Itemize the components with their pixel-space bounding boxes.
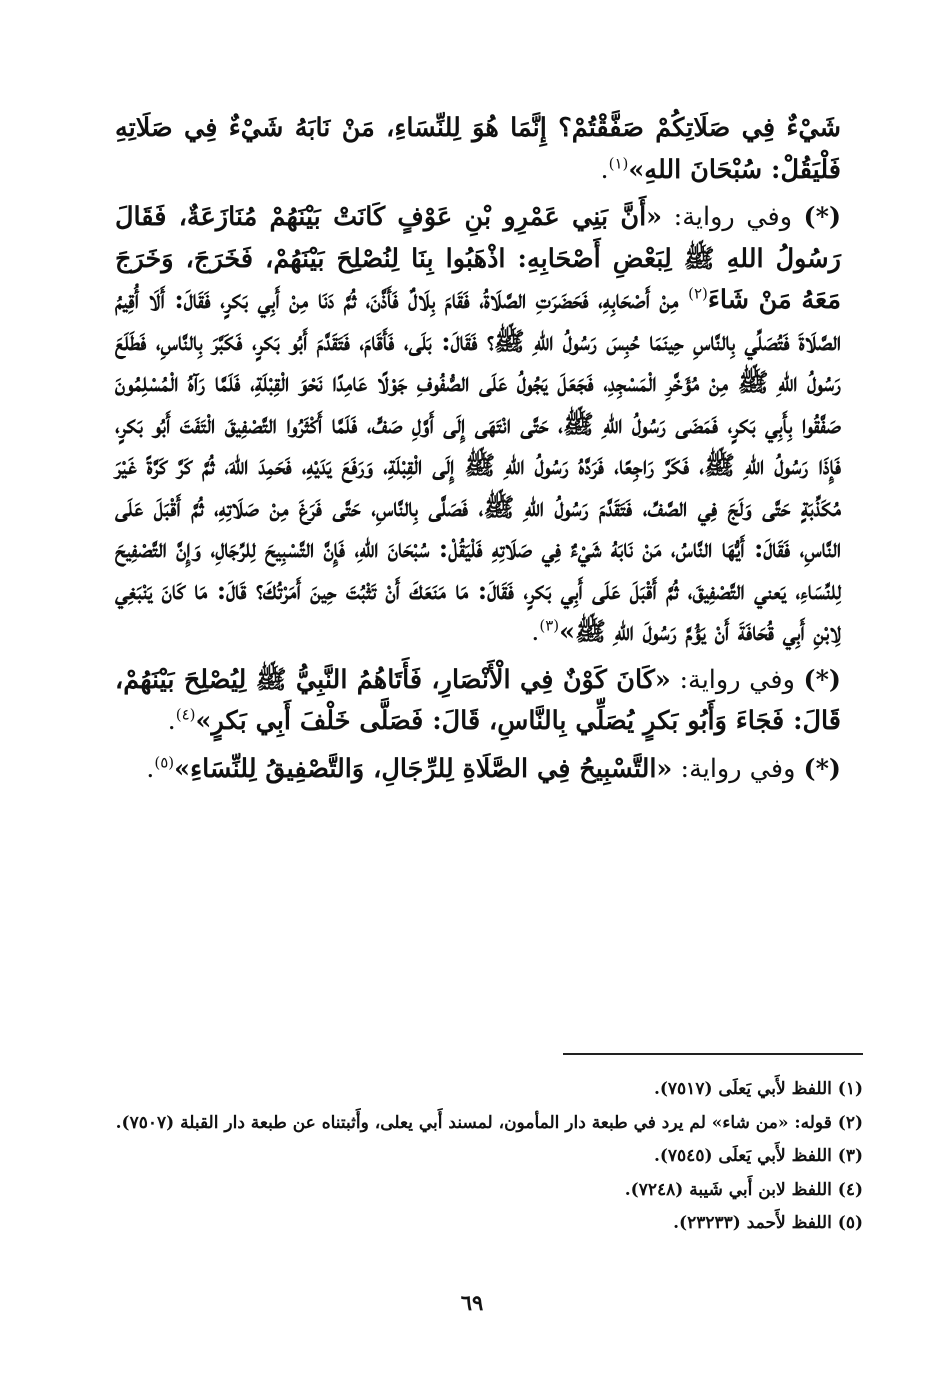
page-number: ٦٩ [460,1290,484,1315]
footnote-ref-1[interactable]: (١) [608,154,629,172]
footnote-3: (٣) اللفظ لأَبي يَعلَى (٧٥٤٥). [653,1146,863,1166]
hadith-text: «التَّسْبِيحُ فِي الصَّلَاةِ لِلرِّجَالِ، وَالتَّصْفِيقُ لِلنِّسَاءِ» [174,753,673,784]
hadith-text-continued: مِنْ أَصْحَابِهِ، فَحَضَرَتِ الصَّلَاةُ، فَقَامَ بِلَالٌ فَأَذَّنَ، ثُمَّ دَنَا مِنْ أَبِي بَكرٍ، فَقَالَ: أَلَا أُقِيمُ الصَّلَاةَ فَتُصَلِّي بِالنَّاسِ حِينَمَا حُبِسَ رَسُولُ اللهِ ﷺ؟ فَقَالَ: بَلَى، فَأَقَامَ، فَتَقَدَّمَ أَبُو بَكرٍ، فَكَبَّرَ بِالنَّاسِ، فَطَلَعَ رَسُولُ اللهِ ﷺ مِنْ مُؤَخَّرِ الْمَسْجِدِ، فَجَعَلَ يَجُولُ عَلَى الصُّفُوفِ جَوْلًا عَامِدًا نَحْوَ الْقِبْلَةِ، فَلَمَّا رَآهُ الْمُسْلِمُونَ صَفَّقُوا بِأَبِي بَكرٍ، فَمَضَى رَسُولُ اللهِ ﷺ، حَتَّى انْتَهَى إِلَى أَوَّلِ صَفٍّ، فَلَمَّا أَكْثَرُوا التَّصْفِيقَ الْتَفَتَ أَبُو بَكرٍ، فَإِذَا رَسُولُ اللهِ ﷺ، فَكَرَّ رَاجِعًا، فَرَدَّهُ رَسُولُ اللهِ ﷺ إِلَى الْقِبْلَةِ، وَرَفَعَ يَدَيْهِ، فَحَمِدَ اللهَ، ثُمَّ كَرَّ كَرَّةً غَيْرَ مُكَذِّبَةٍ حَتَّى وَلَجَ فِي الصَّفِّ، فَتَقَدَّمَ رَسُولُ اللهِ ﷺ، فَصَلَّى بِالنَّاسِ، حَتَّى فَرَغَ مِنْ صَلَاتِهِ، ثُمَّ أَقْبَلَ عَلَى النَّاسِ، فَقَالَ: أَيُّهَا النَّاسُ، مَنْ نَابَهُ شَيْءٌ فِي صَلَاتِهِ فَلْيَقُلْ: سُبْحَانَ اللهِ، فَإِنَّ التَّسْبِيحَ لِلرِّجَالِ، وَإِنَّ التَّصْفِيحَ لِلنِّسَاءِ، يَعني التَّصْفِيقَ، ثُمَّ أَقْبَلَ عَلَى أَبِي بَكرٍ، فَقَالَ: مَا مَنَعَكَ أَنْ تَثْبُتَ حِينَ أَمَرْتُكَ؟ قَالَ: مَا كَانَ يَنْبَغِي لِابْنِ أَبِي قُحَافَةَ أَنْ يَؤُمَّ رَسُولَ اللهِ ﷺ» [115,285,841,647]
footnote-ref-3[interactable]: (٣) [539,616,560,635]
footnote-ref-5[interactable]: (٥) [154,753,175,771]
footnote-4: (٤) اللفظ لابن أَبي شَيبة (٧٢٤٨). [624,1179,863,1200]
narration-intro: وفي رواية: [670,664,804,695]
paragraph-2 [115,197,841,654]
hadith-text: «أَنَّ بَنِي عَمْرِو بْنِ عَوْفٍ كَانَتْ بَيْنَهُمْ مُنَازَعَةٌ، فَقَالَ رَسُولُ اللهِ ﷺ لِبَعْضِ أَصْحَابِهِ: اذْهَبُوا بِنَا لِنُصْلِحَ بَيْنَهُمْ، فَخَرَجَ، وَخَرَجَ مَعَهُ مَنْ شَاءَ [115,202,841,315]
period: . [600,154,609,185]
narration-intro: وفي رواية: [672,753,804,784]
hadith-text: شَيْءٌ فِي صَلَاتِكُمْ صَفَّقْتُمْ؟ إِنَّمَا هُوَ لِلنِّسَاءِ، مَنْ نَابَهُ شَيْءٌ فِي صَلَاتِهِ فَلْيَقُلْ: سُبْحَانَ اللهِ» [115,113,841,185]
footnotes [115,1073,863,1241]
footnote-5: (٥) اللفظ لأَحمد (٢٣٢٣٣). [673,1213,863,1233]
paragraph-1 [115,108,841,191]
asterisk-marker: (*) [803,753,841,784]
period: . [146,753,155,784]
footnote-1: (١) اللفظ لأَبي يَعلَى (٧٥١٧). [653,1079,863,1099]
paragraph-4 [115,749,841,791]
footnote-divider [563,1053,863,1055]
asterisk-marker: (*) [803,664,841,695]
footnote-ref-2[interactable]: (٢) [688,284,708,303]
footnote-ref-4[interactable]: (٤) [175,705,196,724]
asterisk-marker: (*) [803,202,842,232]
hadith-text: «كَانَ كَوْنٌ فِي الْأَنْصَارِ، فَأَتَاهُمُ النَّبِيُّ ﷺ لِيُصْلِحَ بَيْنَهُمْ، قَالَ: فَجَاءَ وَأَبُو بَكرٍ يُصَلِّي بِالنَّاسِ، قَالَ: فَصَلَّى خَلْفَ أَبِي بَكرٍ» [115,664,841,736]
period: . [167,706,176,736]
main-text [115,108,841,796]
paragraph-3 [115,660,841,743]
period: . [531,617,540,647]
narration-intro: وفي رواية: [662,202,804,232]
footnote-2: (٢) قوله: «من شاء» لم يرد في طبعة دار المأمون، لمسند أَبي يعلى، وأَثبتناه عن طبعة دار القبلة (٧٥٠٧). [115,1112,863,1133]
